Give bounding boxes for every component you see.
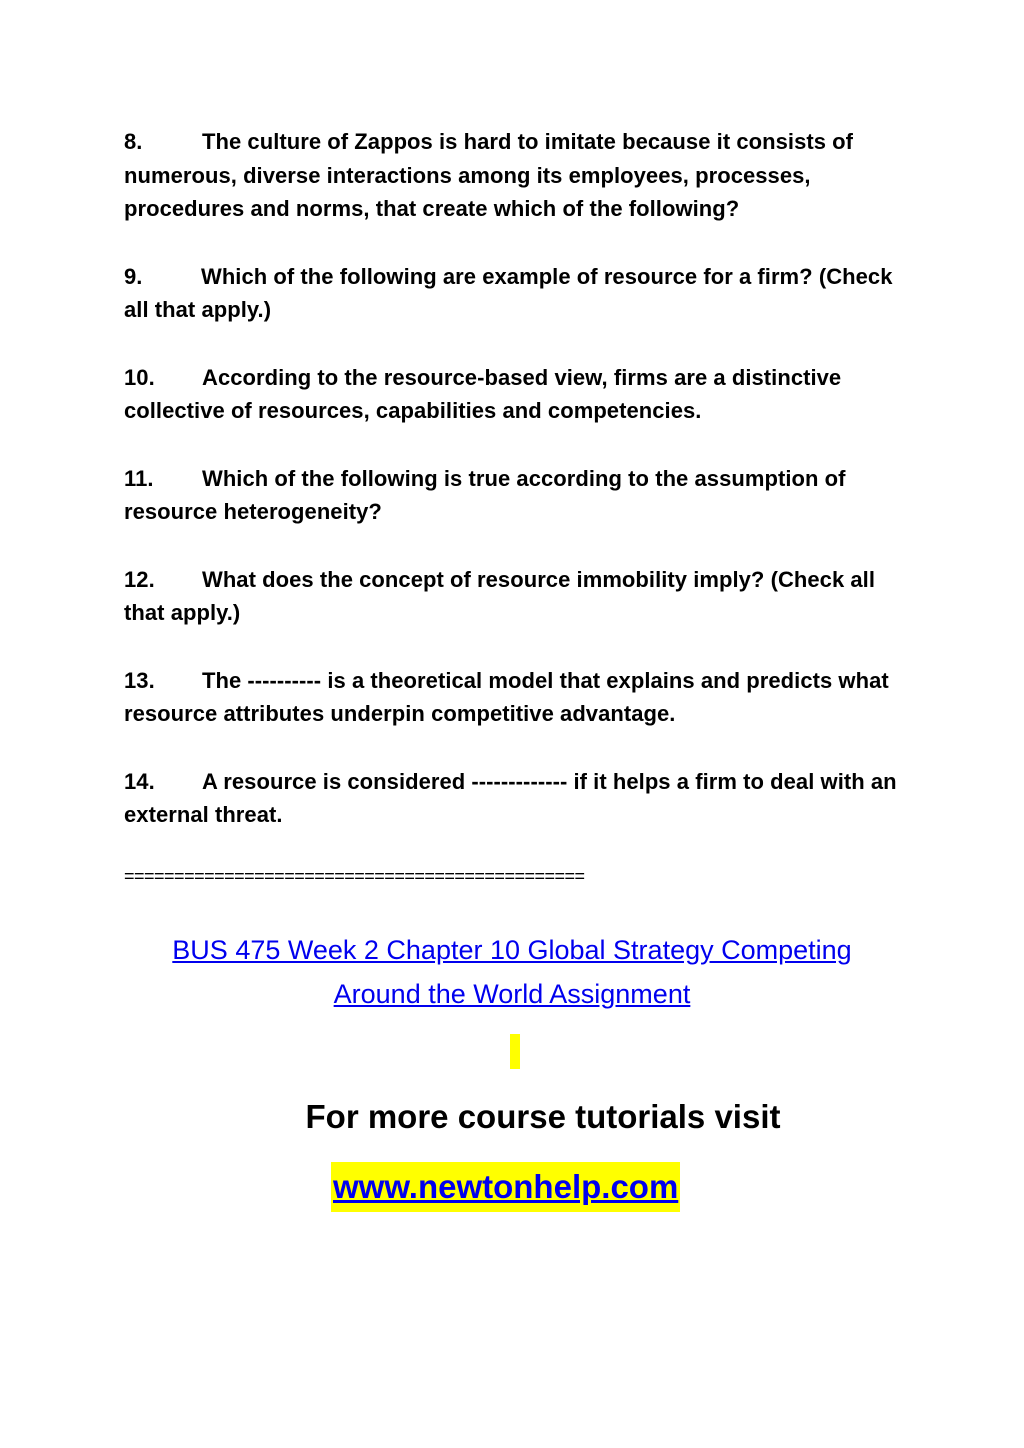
website-link[interactable]: www.newtonhelp.com bbox=[333, 1168, 679, 1205]
question-item bbox=[124, 462, 909, 529]
assignment-link-line2[interactable]: Around the World Assignment bbox=[333, 979, 691, 1009]
question-number: 8. bbox=[124, 129, 143, 154]
assignment-link-block bbox=[0, 928, 1024, 1016]
question-number: 12. bbox=[124, 566, 155, 592]
question-number: 9. bbox=[124, 263, 143, 289]
question-text: The culture of Zappos is hard to imitate because it consists of numerous, diverse interactions among its employees, processes, procedures and norms, that create which of the following? bbox=[124, 129, 854, 221]
text-cursor-highlight bbox=[510, 1034, 520, 1069]
question-text: According to the resource-based view, firms are a distinctive collective of resources, capabilities and competencies. bbox=[124, 364, 842, 423]
website-highlight bbox=[331, 1162, 680, 1212]
question-item bbox=[124, 563, 909, 630]
question-number: 13. bbox=[124, 667, 155, 693]
question-number: 10. bbox=[124, 364, 155, 390]
question-item bbox=[124, 765, 909, 832]
question-item bbox=[124, 361, 909, 428]
separator-line: ============================================== bbox=[124, 866, 585, 886]
question-text: A resource is considered ------------- if it helps a firm to deal with an external threat. bbox=[124, 768, 897, 827]
question-text: Which of the following are example of resource for a firm? (Check all that apply.) bbox=[124, 263, 893, 322]
question-text: Which of the following is true according to the assumption of resource heterogeneity? bbox=[124, 465, 846, 524]
promo-heading: For more course tutorials visit bbox=[305, 1098, 781, 1135]
question-item bbox=[124, 260, 909, 327]
question-item bbox=[124, 125, 909, 226]
question-text: The ---------- is a theoretical model that explains and predicts what resource attributes underpin competitive advantage. bbox=[124, 667, 889, 726]
question-number: 11. bbox=[124, 465, 154, 491]
question-item bbox=[124, 664, 909, 731]
assignment-link-line1[interactable]: BUS 475 Week 2 Chapter 10 Global Strategy Competing bbox=[172, 935, 852, 965]
question-list bbox=[124, 125, 909, 866]
question-number: 14. bbox=[124, 768, 155, 794]
question-text: What does the concept of resource immobility imply? (Check all that apply.) bbox=[124, 566, 876, 625]
